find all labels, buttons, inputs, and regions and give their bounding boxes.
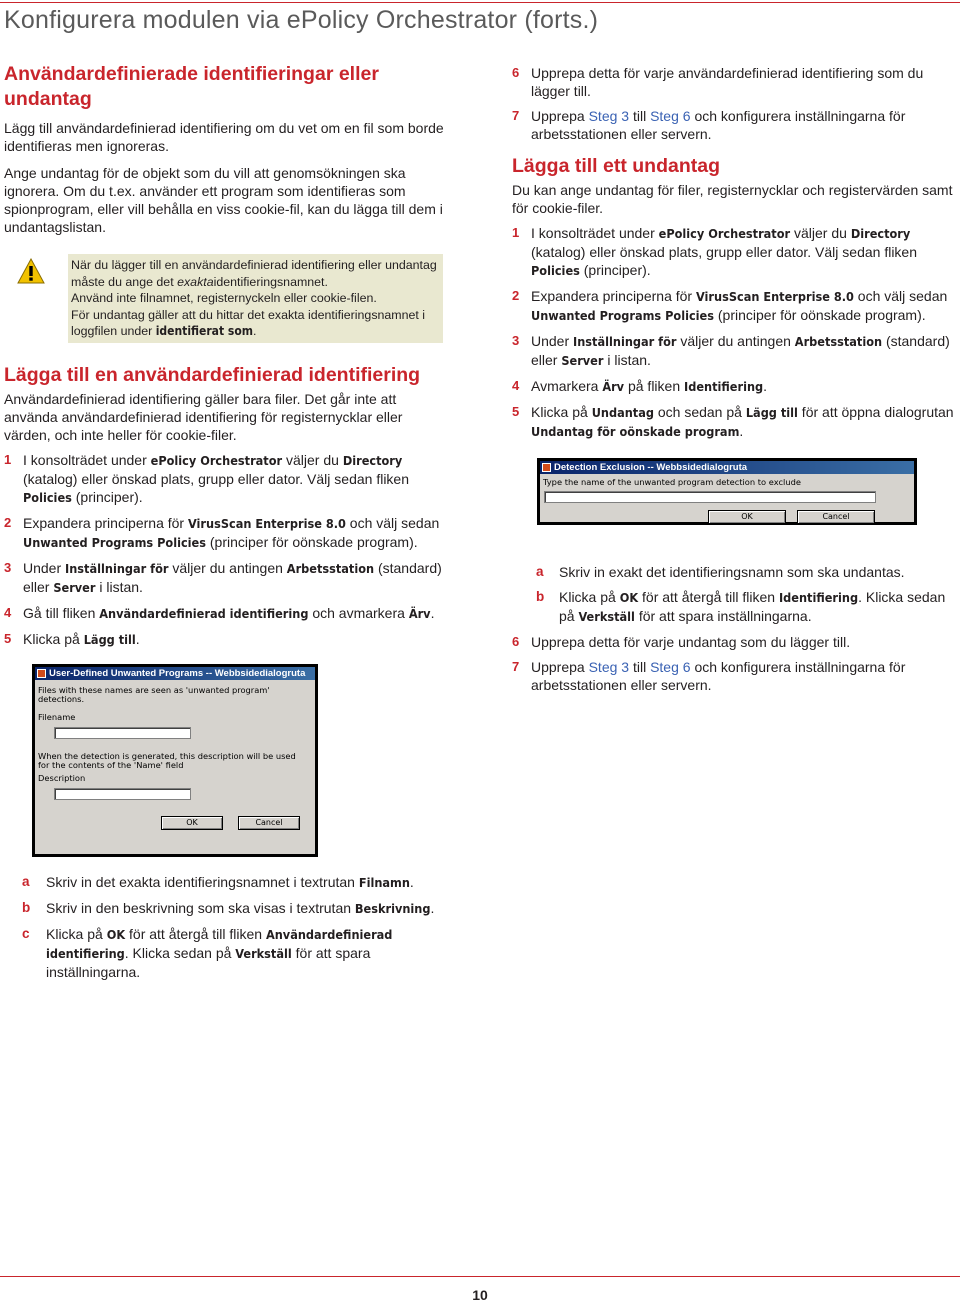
window-icon (542, 463, 551, 472)
page-number: 10 (472, 1287, 488, 1303)
list-item: a Skriv in det exakta identifieringsnamnet i textrutan Filnamn. (22, 873, 414, 890)
window-icon (37, 669, 46, 678)
section-heading-add-exclusion: Lägga till ett undantag (512, 155, 720, 177)
link-steg-3[interactable]: Steg 3 (588, 659, 630, 675)
description-input[interactable] (54, 788, 191, 800)
cancel-button[interactable]: Cancel (797, 510, 875, 524)
section-heading-add-detection: Lägga till en användardefinierad identifiering (4, 363, 421, 386)
right-bottom-steps (512, 633, 958, 694)
list-item: 2 Expandera principerna för VirusScan Enterprise 8.0 och välj sedan Unwanted Programs Policies (principer för oönskade program). (512, 288, 948, 323)
list-item: 3 Under Inställningar för väljer du antingen Arbetsstation (standard) eller Server i listan. (4, 559, 442, 595)
link-steg-6[interactable]: Steg 6 (650, 659, 691, 675)
add-detection-paragraph: Användardefinierad identifiering gäller bara filer. Det går inte att använda användardefinierad identifiering för registernycklar eller värden, och inte heller för cookie-filer. (4, 390, 403, 443)
right-steps-list (512, 224, 958, 441)
list-item: 4 Gå till fliken Användardefinierad identifiering och avmarkera Ärv. (4, 604, 435, 621)
list-item: a Skriv in exakt det identifieringsnamn som ska undantas. (536, 564, 905, 580)
list-item: 5 Klicka på Lägg till. (4, 630, 140, 647)
link-steg-3[interactable]: Steg 3 (588, 108, 630, 124)
exclusion-intro-paragraph: Du kan ange undantag för filer, registernycklar och registervärden samt för cookie-filer. (512, 182, 953, 216)
list-item: 5 Klicka på Undantag och sedan på Lägg till för att öppna dialogrutan Undantag för oönskade program. (512, 404, 954, 439)
filename-input[interactable] (54, 727, 191, 739)
ok-button[interactable]: OK (708, 510, 786, 524)
dialog-title-bar: User-Defined Unwanted Programs -- Webbsidedialogruta (35, 667, 315, 680)
list-item: 6 Upprepa detta för varje undantag som du lägger till. (512, 634, 851, 650)
exclusions-paragraph: Ange undantag för de objekt som du vill att genomsökningen ska ignorera. Om du t.ex. använder ett program som identifieras som spionprogram, eller vill behålla en viss cookie-fil, kan du lägga till dem i undantagslistan. (4, 165, 443, 235)
detection-exclusion-dialog: Detection Exclusion -- Webbsidedialogruta Type the name of the unwanted program detection to exclude OK Cancel (537, 458, 917, 525)
footer-rule (0, 1276, 960, 1277)
warning-note: När du lägger till en användardefinierad identifiering eller undantag måste du ange det exaktaidentifieringsnamnet. Använd inte filnamnet, registernyckeln eller cookie-filen. För undantag gäller att du hittar det exakta identifieringsnamnet i loggfilen under identifierat som. (68, 254, 443, 343)
list-item: 2 Expandera principerna för VirusScan Enterprise 8.0 och välj sedan Unwanted Programs Policies (principer för oönskade program). (4, 514, 440, 550)
exclusion-name-input[interactable] (544, 491, 876, 503)
list-item: 3 Under Inställningar för väljer du antingen Arbetsstation (standard) eller Server i listan. (512, 333, 950, 368)
ok-button[interactable]: OK (161, 816, 223, 830)
page-title: Konfigurera modulen via ePolicy Orchestrator (forts.) (4, 6, 599, 34)
left-substeps-list (0, 873, 444, 981)
right-column (512, 64, 958, 694)
right-top-steps (512, 64, 958, 143)
list-item: 7 Upprepa Steg 3 till Steg 6 och konfigurera inställningarna för arbetsstationen eller servern. (512, 659, 906, 693)
dialog-title-bar: Detection Exclusion -- Webbsidedialogruta (540, 461, 914, 474)
list-item: 1 I konsolträdet under ePolicy Orchestrator väljer du Directory (katalog) eller önskad plats, grupp eller dator. Välj sedan fliken Policies (principer). (4, 451, 409, 505)
left-column (4, 62, 444, 981)
list-item: 1 I konsolträdet under ePolicy Orchestrator väljer du Directory (katalog) eller önskad plats, grupp eller dator. Välj sedan fliken Policies (principer). (512, 225, 917, 278)
list-item: 4 Avmarkera Ärv på fliken Identifiering. (512, 378, 768, 394)
left-steps-list (4, 451, 444, 649)
user-defined-programs-dialog: User-Defined Unwanted Programs -- Webbsidedialogruta Files with these names are seen as 'unwanted program' detections. Filename When the detection is generated, this description will be used for the contents of the 'Name' field Description OK Cancel (32, 664, 318, 857)
list-item: 6 Upprepa detta för varje användardefinierad identifiering som du lägger till. (512, 65, 924, 99)
cancel-button[interactable]: Cancel (238, 816, 300, 830)
warning-icon (17, 258, 45, 284)
top-rule (0, 2, 960, 3)
right-substeps-list (512, 563, 958, 626)
list-item: b Skriv in den beskrivning som ska visas i textrutan Beskrivning. (22, 899, 435, 916)
intro-paragraph: Lägg till användardefinierad identifiering om du vet om en fil som borde identifieras men ignoreras. (4, 120, 444, 154)
list-item: c Klicka på OK för att återgå till fliken Användardefinierad identifiering. Klicka sedan på Verkställ för att spara inställningarna. (22, 925, 393, 980)
list-item: 7 Upprepa Steg 3 till Steg 6 och konfigurera inställningarna för arbetsstationen eller servern. (512, 108, 906, 142)
link-steg-6[interactable]: Steg 6 (650, 108, 691, 124)
list-item: b Klicka på OK för att återgå till fliken Identifiering. Klicka sedan på Verkställ för att spara inställningarna. (536, 589, 946, 624)
section-heading-custom-detections: Användardefinierade identifieringar eller undantag (4, 63, 379, 110)
